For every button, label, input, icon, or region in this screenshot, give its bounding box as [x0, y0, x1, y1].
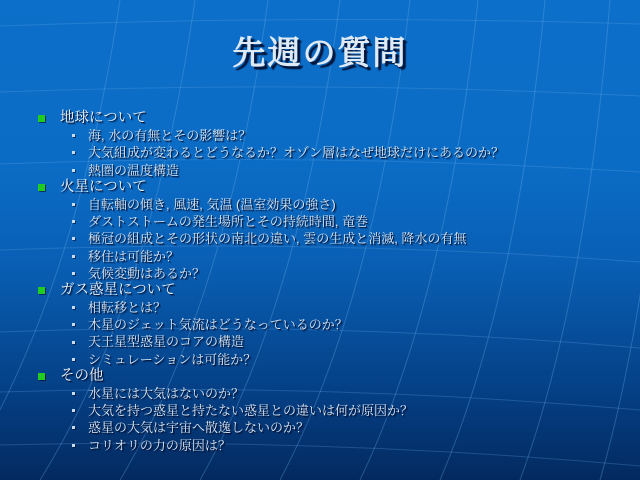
- sub-bullet-label: 熱圏の温度構造: [88, 162, 180, 178]
- bullet-item-level1: [0, 282, 612, 299]
- sub-bullet-label: 極冠の組成とその形状の南北の違い, 雲の生成と消滅, 降水の有無: [88, 231, 467, 247]
- light-square-bullet-icon: [72, 358, 75, 361]
- bullet-label: 地球について: [60, 110, 147, 126]
- light-square-bullet-icon: [72, 341, 75, 344]
- sub-bullet-label: 天王星型惑星のコアの構造: [88, 334, 245, 350]
- light-square-bullet-icon: [72, 392, 75, 395]
- light-square-bullet-icon: [72, 255, 75, 258]
- bullet-item-level2: [0, 316, 612, 333]
- light-square-bullet-icon: [72, 426, 75, 429]
- slide-title: 先週の質問: [232, 34, 408, 71]
- bullet-item-level2: [0, 419, 612, 436]
- bullet-list: [0, 110, 612, 454]
- bullet-item-level2: [0, 127, 612, 144]
- sub-bullet-label: 大気を持つ惑星と持たない惑星との違いは何が原因か？: [88, 403, 414, 419]
- light-square-bullet-icon: [72, 203, 75, 206]
- bullet-item-level1: [0, 368, 612, 385]
- sub-bullet-label: 移住は可能か？: [88, 248, 180, 264]
- bullet-item-level1: [0, 179, 612, 196]
- bullet-item-level2: [0, 248, 612, 265]
- bullet-item-level2: [0, 230, 612, 247]
- bullet-item-level2: [0, 162, 612, 179]
- sub-bullet-label: 大気組成が変わるとどうなるか？オゾン層はなぜ地球だけにあるのか？: [88, 145, 505, 161]
- green-square-bullet-icon: [38, 115, 45, 122]
- sub-bullet-label: 水星には大気はないのか？: [88, 386, 245, 401]
- bullet-item-level2: [0, 333, 612, 350]
- sub-bullet-label: 気候変動はあるか？: [88, 265, 206, 281]
- sub-bullet-label: 木星のジェット気流はどうなっているのか？: [88, 317, 348, 333]
- light-square-bullet-icon: [72, 220, 75, 223]
- sub-bullet-label: 惑星の大気は宇宙へ散逸しないのか？: [88, 420, 310, 436]
- bullet-item-level1: [0, 110, 612, 127]
- green-square-bullet-icon: [38, 184, 45, 191]
- sub-bullet-label: ダストストームの発生場所とその持続時間, 竜巻: [88, 214, 369, 230]
- light-square-bullet-icon: [72, 134, 75, 137]
- light-square-bullet-icon: [72, 323, 75, 326]
- sub-bullet-label: 相転移とは？: [88, 300, 167, 316]
- sub-bullet-label: コリオリの力の原因は？: [88, 437, 231, 453]
- sub-bullet-label: 海, 水の有無とその影響は？: [88, 128, 252, 144]
- bullet-item-level2: [0, 265, 612, 282]
- light-square-bullet-icon: [72, 237, 75, 240]
- green-square-bullet-icon: [38, 373, 45, 380]
- light-square-bullet-icon: [72, 272, 75, 275]
- bullet-item-level2: [0, 299, 612, 316]
- light-square-bullet-icon: [72, 444, 75, 447]
- bullet-item-level2: [0, 144, 612, 161]
- light-square-bullet-icon: [72, 409, 75, 412]
- sub-bullet-label: 自転軸の傾き, 風速, 気温 (温室効果の強さ): [88, 196, 336, 212]
- bullet-item-level2: [0, 402, 612, 419]
- sub-bullet-label: シミュレーションは可能か？: [88, 351, 257, 367]
- light-square-bullet-icon: [72, 151, 75, 154]
- bullet-item-level2: [0, 437, 612, 454]
- light-square-bullet-icon: [72, 169, 75, 172]
- bullet-item-level2: [0, 213, 612, 230]
- bullet-item-level2: [0, 385, 612, 402]
- bullet-label: 火星について: [60, 178, 147, 195]
- light-square-bullet-icon: [72, 306, 75, 309]
- bullet-item-level2: [0, 351, 612, 368]
- bullet-label: その他: [60, 367, 104, 384]
- bullet-item-level2: [0, 196, 612, 213]
- green-square-bullet-icon: [38, 287, 45, 294]
- bullet-label: ガス惑星について: [60, 281, 176, 298]
